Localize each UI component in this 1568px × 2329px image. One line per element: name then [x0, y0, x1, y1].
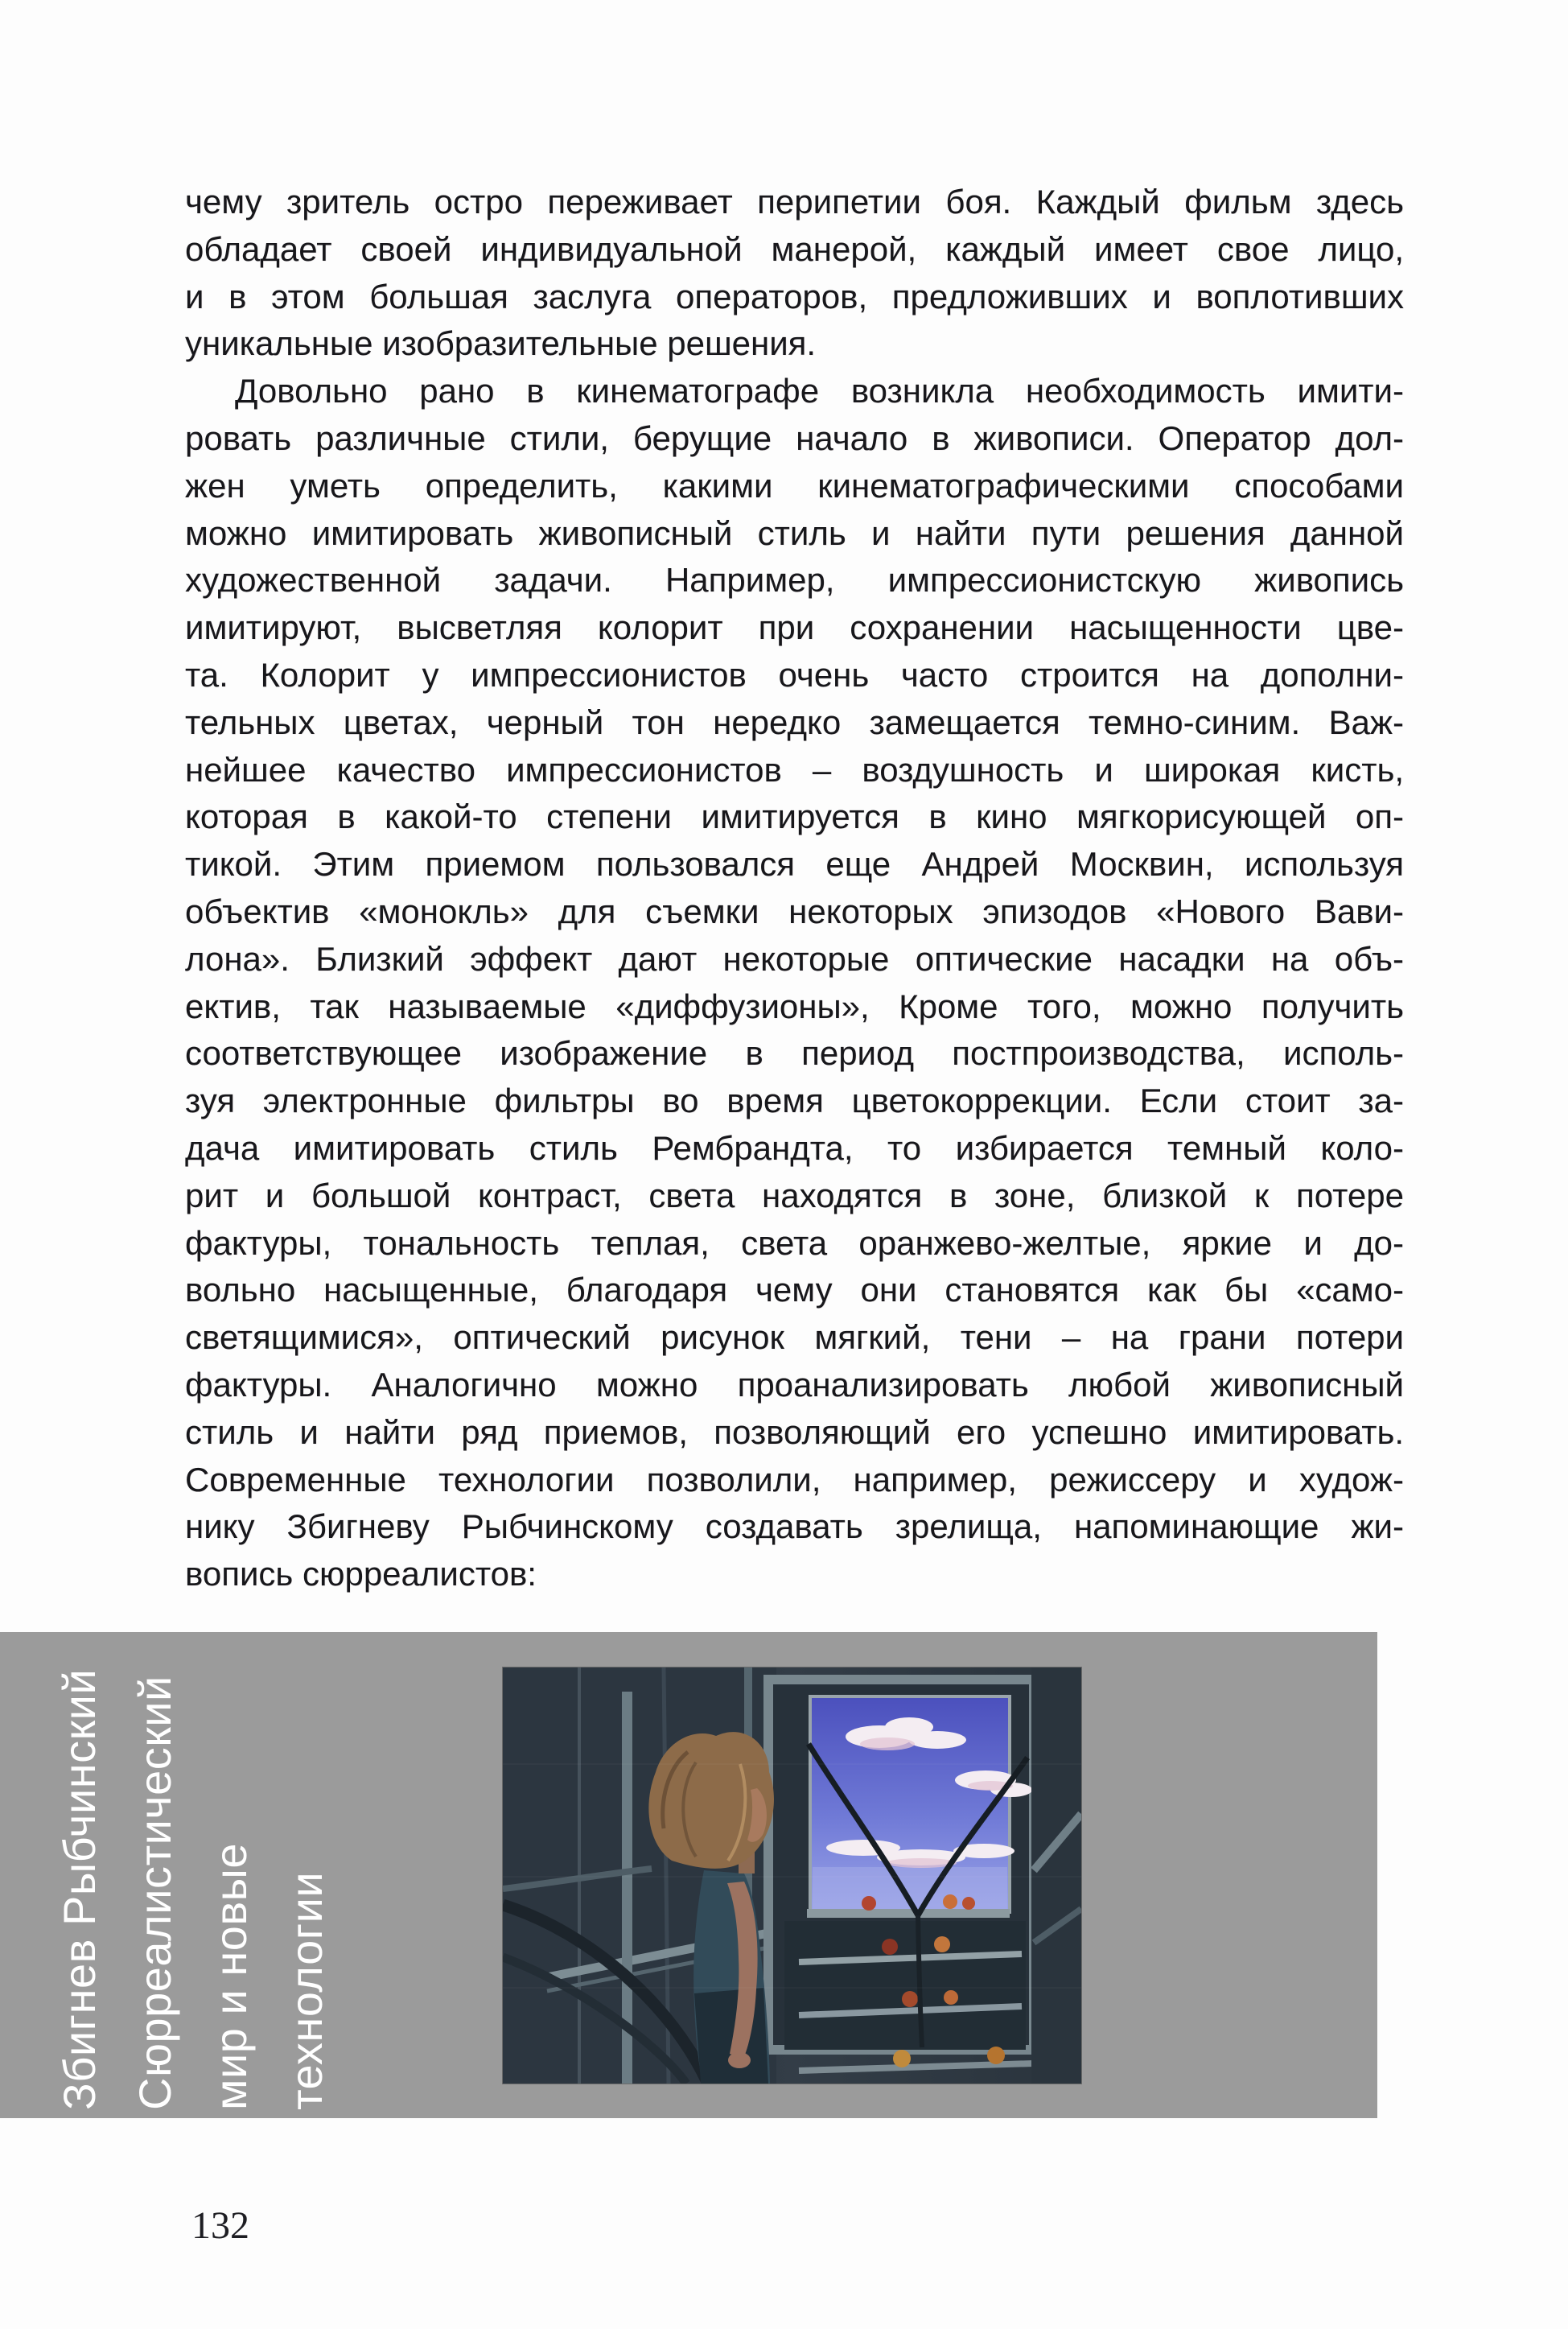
chapter-title-line: Збигнев Рыбчинский: [54, 1668, 105, 2110]
text-line: которая в какой-то степени имитируется в кино мягкорисующей оп-: [185, 798, 1404, 836]
text-line: Довольно рано в кинематографе возникла необходимость имити-: [235, 372, 1404, 410]
text-line: художественной задачи. Например, импрессионистскую живопись: [185, 561, 1404, 600]
text-line: жен уметь определить, какими кинематографическими способами: [185, 466, 1404, 505]
text-line: та. Колорит у импрессионистов очень часто строится на дополни-: [185, 655, 1404, 694]
text-line: вопись сюрреалистов:: [185, 1555, 537, 1593]
text-line: нейшее качество импрессионистов – воздушность и широкая кисть,: [185, 750, 1404, 789]
text-line: зуя электронные фильтры во время цветокоррекции. Если стоит за-: [185, 1082, 1404, 1120]
text-line: имитируют, высветляя колорит при сохранении насыщенности цве-: [185, 608, 1404, 647]
page-number: 132: [191, 2204, 249, 2247]
text-line: тикой. Этим приемом пользовался еще Андрей Москвин, используя: [185, 845, 1404, 884]
text-line: стиль и найти ряд приемов, позволяющий его успешно имитировать.: [185, 1412, 1404, 1451]
text-line: можно имитировать живописный стиль и найти пути решения данной: [185, 513, 1404, 552]
text-line: ектив, так называемые «диффузионы», Кроме того, можно получить: [185, 987, 1404, 1025]
text-line: и в этом большая заслуга операторов, предложивших и воплотивших: [185, 277, 1404, 315]
text-line: соответствующее изображение в период постпроизводства, исполь-: [185, 1034, 1404, 1073]
text-line: светящимися», оптический рисунок мягкий, тени – на грани потери: [185, 1318, 1404, 1357]
text-line: лона». Близкий эффект дают некоторые оптические насадки на объ-: [185, 939, 1404, 978]
text-line: нику Збигневу Рыбчинскому создавать зрелища, напоминающие жи-: [185, 1507, 1404, 1546]
text-line: дача имитировать стиль Рембрандта, то избирается темный коло-: [185, 1128, 1404, 1167]
chapter-title-line: мир и новые: [205, 1842, 256, 2110]
text-line: тельных цветах, черный тон нередко замещается темно-синим. Важ-: [185, 703, 1404, 741]
text-line: фактуры. Аналогично можно проанализировать любой живописный: [185, 1365, 1404, 1404]
text-line: вольно насыщенные, благодаря чему они становятся как бы «само-: [185, 1271, 1404, 1309]
body-text: [185, 179, 1404, 1598]
text-line: рит и большой контраст, света находятся в зоне, близкой к потере: [185, 1176, 1404, 1214]
chapter-title-vertical: [42, 1645, 344, 2110]
text-line: Современные технологии позволили, например, режиссеру и худож-: [185, 1460, 1404, 1498]
text-line: ровать различные стили, берущие начало в живописи. Оператор дол-: [185, 418, 1404, 457]
chapter-title-line: технологии: [281, 1871, 331, 2110]
text-line: объектив «монокль» для съемки некоторых эпизодов «Нового Вави-: [185, 892, 1404, 930]
text-line: чему зритель остро переживает перипетии боя. Каждый фильм здесь: [185, 183, 1404, 221]
text-line: обладает своей индивидуальной манерой, каждый имеет свое лицо,: [185, 229, 1404, 268]
film-still-figure: [503, 1667, 1081, 2084]
chapter-title-line: Сюрреалистический: [130, 1676, 180, 2110]
text-line: уникальные изобразительные решения.: [185, 324, 817, 363]
film-still-art: [503, 1667, 1081, 2084]
text-line: фактуры, тональность теплая, света оранжево-желтые, яркие и до-: [185, 1223, 1404, 1262]
